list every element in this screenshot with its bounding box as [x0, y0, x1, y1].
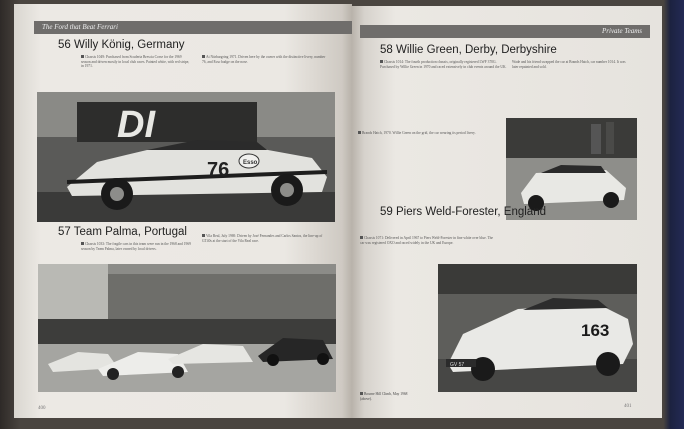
section-59-text: Chassis 1071: Delivered in April 1967 to Piers Weld-Forester in fine white over blue. The car was registered OXO and raced widely in the UK and Europe.	[360, 236, 494, 245]
photo-section-59-race-car	[438, 264, 637, 392]
right-running-header: Private Teams	[360, 25, 650, 38]
section-57-title: 57 Team Palma, Portugal	[58, 226, 187, 238]
right-page	[352, 6, 662, 418]
section-56-title: 56 Willy König, Germany	[58, 39, 185, 51]
section-59-title: 59 Piers Weld-Forester, England	[380, 206, 546, 218]
right-page-number: 401	[624, 404, 632, 409]
photo-section-56-race-car	[37, 92, 335, 222]
section-57-text: Chassis 1033: The fragile cars in this team were run in the 1968 and 1969 season by Team Palma, later owned by local drivers.	[81, 242, 191, 251]
car-number-163: 163	[581, 321, 610, 340]
photo-section-58-pit-lane	[506, 118, 637, 220]
section-58-text: Chassis 1014: The fourth production chassis, originally registered LWF 370G. Purchased by Willie Green in 1970 and raced extensively in club events around the UK.	[380, 60, 507, 69]
photo-section-57-race-start	[38, 264, 336, 392]
section-56-text: Chassis 1049: Purchased from Scuderia Brescia Corse for the 1969 season and driven mostly in local club races. Painted white, with red stripe, in 1971.	[81, 55, 190, 69]
left-page	[14, 4, 352, 418]
svg-text:DI: DI	[117, 104, 155, 146]
section-56-caption: At Nürburgring 1971. Driven here by the owner with the distinctive livery, number 76, and Esso badge on the nose.	[202, 55, 326, 64]
left-page-number: 400	[38, 406, 46, 411]
section-58-text-b: Wade and his friend swapped the car at Brands Hatch, car number 1014. It was later repainted and sold.	[512, 60, 626, 69]
esso-badge: Esso	[243, 160, 258, 166]
car-number-76: 76	[207, 159, 230, 181]
section-59-caption: Bourne Hill Climb, May 1968 (above).	[360, 392, 408, 401]
section-58-caption: Brands Hatch, 1970. Willie Green on the grid, the car wearing its period livery.	[358, 131, 498, 136]
section-57-caption: Vila Real, July 1969. Driven by José Fernandes and Carlos Santos, the line-up of GT40s at the start of the Vila Real race.	[202, 234, 323, 243]
left-running-header: The Ford that Beat Ferrari	[34, 21, 352, 34]
license-plate: GV 57	[450, 362, 465, 368]
section-58-title: 58 Willie Green, Derby, Derbyshire	[380, 44, 557, 56]
